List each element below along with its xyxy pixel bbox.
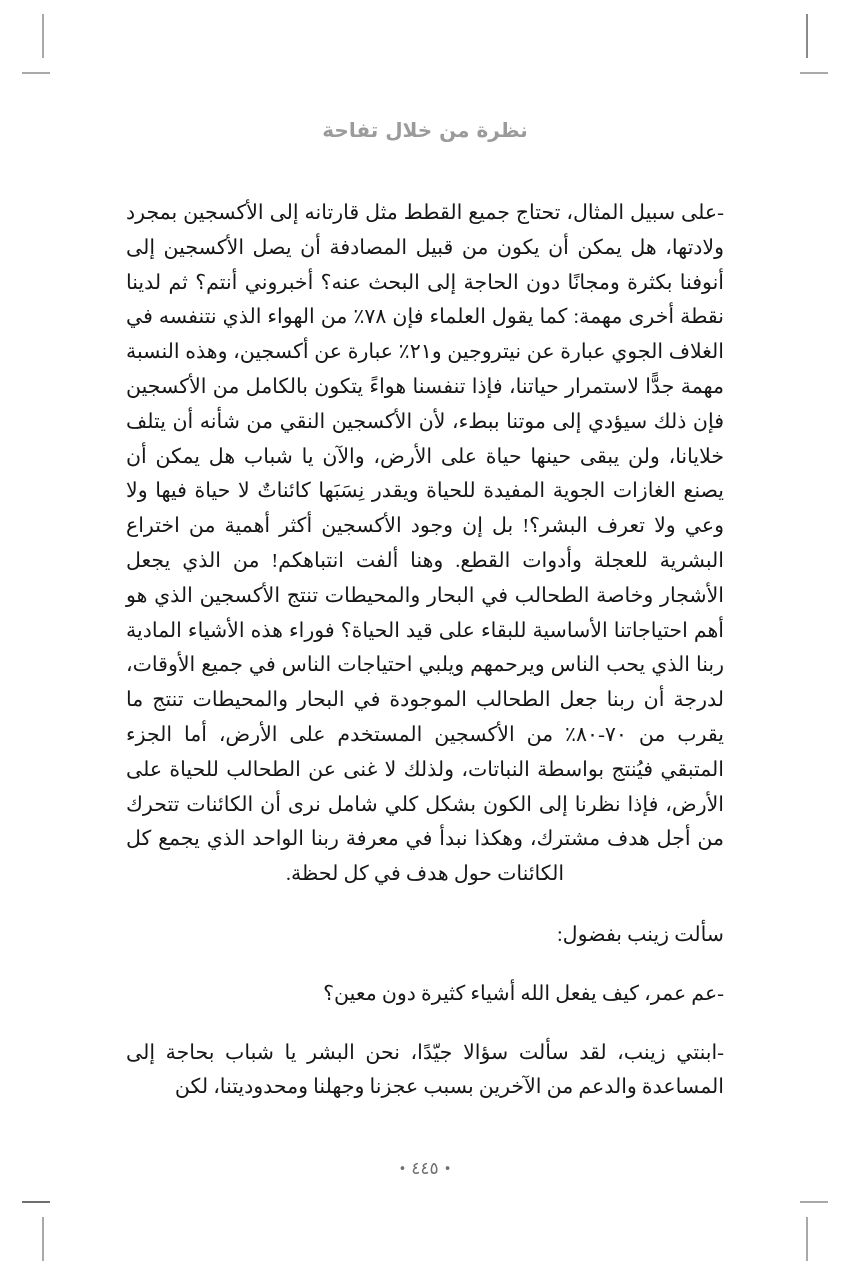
crop-mark-top-right-vertical [806,14,808,58]
running-header-title: نظرة من خلال تفاحة [322,118,528,142]
folio-dot-left: • [398,1161,407,1177]
paragraph-answer: -ابنتي زينب، لقد سألت سؤالا جيّدًا، نحن البشر يا شباب بحاجة إلى المساعدة والدعم من الآخرين بسبب عجزنا وجهلنا ومحدوديتنا، لكن [126,1041,724,1099]
crop-mark-bottom-right-vertical [806,1217,808,1261]
crop-mark-bottom-left-vertical [42,1217,44,1261]
crop-mark-top-left-vertical [42,14,44,58]
page-folio [0,1159,850,1179]
page-text-block [126,196,724,1105]
folio-page-number: ٤٤٥ [411,1159,439,1179]
paragraph-question: -عم عمر، كيف يفعل الله أشياء كثيرة دون معين؟ [323,982,724,1005]
crop-mark-bottom-left-horizontal [22,1201,50,1203]
crop-mark-top-right-horizontal [800,72,828,74]
folio-dot-right: • [443,1161,452,1177]
crop-mark-bottom-right-horizontal [800,1201,828,1203]
paragraph-zaynab-asks: سألت زينب بفضول: [556,923,724,946]
crop-mark-top-left-horizontal [22,72,50,74]
paragraph-oxygen-main: -على سبيل المثال، تحتاج جميع القطط مثل قارتانه إلى الأكسجين بمجرد ولادتها، هل يمكن أن يكون من قبيل المصادفة أن يصل الأكسجين إلى أنوفنا بكثرة ومجانًا دون الحاجة إلى البحث عنه؟ أخبروني أنتم؟ ثم لدينا نقطة أخرى مهمة: كما يقول العلماء فإن ٧٨٪ من الهواء الذي نتنفسه في الغلاف الجوي عبارة عن نيتروجين و٢١٪ عبارة عن أكسجين، وهذه النسبة مهمة جدًّا لاستمرار حياتنا، فإذا تنفسنا هواءً يتكون بالكامل من الأكسجين فإن ذلك سيؤدي إلى موتنا ببطء، لأن الأكسجين النقي من شأنه أن يتلف خلايانا، ولن يبقى حينها حياة على الأرض، والآن يا شباب هل يمكن أن يصنع الغازات الجوية المفيدة للحياة ويقدر نِسَبَها كائناتٌ لا حياة فيها ولا وعي ولا تعرف البشر؟! بل إن وجود الأكسجين أكثر أهمية من اختراع البشرية للعجلة وأدوات القطع. وهنا ألفت انتباهكم! من الذي يجعل الأشجار وخاصة الطحالب في البحار والمحيطات تنتج الأكسجين الذي هو أهم احتياجاتنا الأساسية للبقاء على قيد الحياة؟ فوراء هذه الأشياء المادية ربنا الذي يحب الناس ويرحمهم ويلبي احتياجات الناس في جميع الأوقات، لدرجة أن ربنا جعل الطحالب الموجودة في البحار والمحيطات تنتج ما يقرب من ٧٠-٨٠٪ من الأكسجين المستخدم على الأرض، أما الجزء المتبقي فيُنتج بواسطة النباتات، ولذلك لا غنى عن الطحالب للحياة على الأرض، فإذا نظرنا إلى الكون بشكل كلي شامل نرى أن الكائنات تتحرك من أجل هدف مشترك، وهكذا نبدأ في معرفة ربنا الواحد الذي يجمع كل الكائنات حول هدف في كل لحظة. [126,202,725,886]
